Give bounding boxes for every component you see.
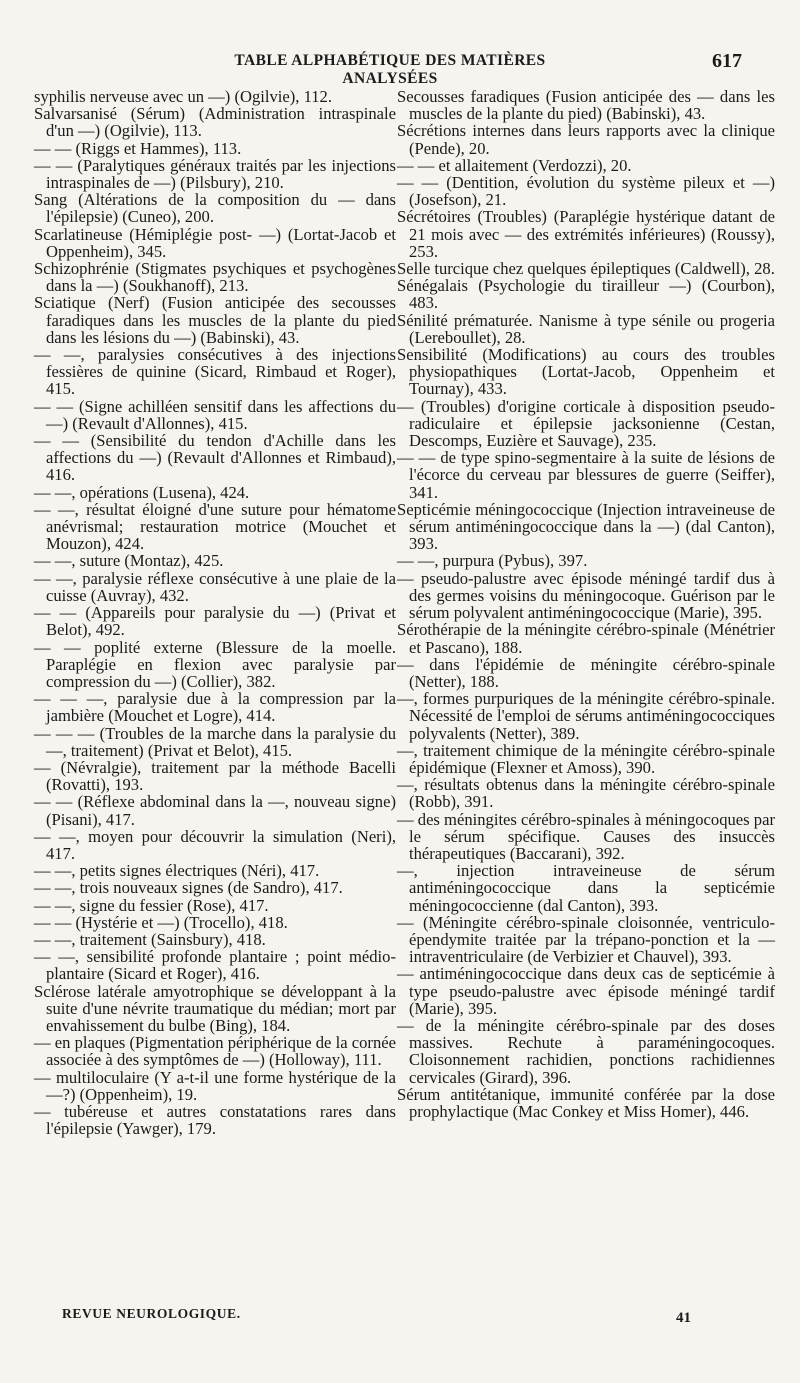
index-entry: Salvarsanisé (Sérum) (Administration intraspinale d'un —) (Ogilvie), 113. bbox=[34, 104, 396, 141]
index-column-left bbox=[34, 88, 396, 1137]
index-entry: Sensibilité (Modifications) au cours des troubles physiopathiques (Lortat-Jacob, Oppenheim et Tournay), 433. bbox=[397, 345, 775, 399]
index-entry: Sénilité prématurée. Nanisme à type sénile ou progeria (Lereboullet), 28. bbox=[397, 310, 775, 347]
index-entry: — (Névralgie), traitement par la méthode Bacelli (Rovatti), 193. bbox=[34, 757, 396, 795]
index-entry: — — poplité externe (Blessure de la moelle. Paraplégie en flexion avec paralysie par compression du —) (Collier), 382. bbox=[34, 637, 396, 691]
index-entry: — (Troubles) d'origine corticale à disposition pseudo-radiculaire et épilepsie jacksonienne (Cestan, Descomps, Euzière et Sauvage), 235. bbox=[397, 396, 775, 451]
running-title: TABLE ALPHABÉTIQUE DES MATIÈRES ANALYSÉES bbox=[234, 52, 546, 87]
index-entry: — — de type spino-segmentaire à la suite de lésions de l'écorce du cerveau par blessures de guerre (Seiffer), 341. bbox=[397, 448, 775, 502]
index-entry: — — (Dentition, évolution du système pileux et —) (Josefson), 21. bbox=[397, 173, 775, 210]
page-footer bbox=[0, 1288, 800, 1328]
index-entry: —, résultats obtenus dans la méningite cérébro-spinale (Robb), 391. bbox=[397, 775, 775, 812]
index-entry: Sécrétoires (Troubles) (Paraplégie hystérique datant de 21 mois avec — des extrémités inférieures) (Roussy), 253. bbox=[397, 207, 775, 261]
index-entry: —, traitement chimique de la méningite cérébro-spinale épidémique (Flexner et Amoss), 390. bbox=[397, 740, 775, 777]
index-entry: — —, signe du fessier (Rose), 417. bbox=[34, 895, 269, 915]
page-number: 617 bbox=[712, 50, 742, 72]
index-entry: — des méningites cérébro-spinales à méningocoques par le sérum spécifique. Causes des insuccès thérapeutiques (Baccarani), 392. bbox=[397, 809, 775, 863]
index-entry: Sérum antitétanique, immunité conférée par la dose prophylactique (Mac Conkey et Miss Homer), 446. bbox=[397, 1084, 775, 1121]
index-entry: — —, trois nouveaux signes (de Sandro), 417. bbox=[34, 878, 343, 898]
index-entry: — tubéreuse et autres constatations rares dans l'épilepsie (Yawger), 179. bbox=[34, 1101, 396, 1139]
index-entry: — —, résultat éloigné d'une suture pour hématome anévrismal; restauration motrice (Mouchet et Mouzon), 424. bbox=[34, 499, 396, 554]
index-entry: Schizophrénie (Stigmates psychiques et psychogènes dans la —) (Soukhanoff), 213. bbox=[34, 259, 396, 296]
index-entry: — — (Riggs et Hammes), 113. bbox=[34, 138, 242, 158]
index-entry: —, formes purpuriques de la méningite cérébro-spinale. Nécessité de l'emploi de sérums antiméningococciques polyvalents (Netter), 389. bbox=[397, 689, 775, 743]
index-entry: —, injection intraveineuse de sérum antiméningococcique dans la septicémie méningococcienne (dal Canton), 393. bbox=[397, 861, 775, 915]
index-entry: — — (Hystérie et —) (Trocello), 418. bbox=[34, 912, 288, 932]
index-entry: — —, paralysie réflexe consécutive à une plaie de la cuisse (Auvray), 432. bbox=[34, 568, 396, 605]
index-entry: — —, petits signes électriques (Néri), 417. bbox=[34, 861, 320, 881]
index-entry: — en plaques (Pigmentation périphérique de la cornée associée à des symptômes de —) (Holloway), 111. bbox=[34, 1033, 396, 1070]
index-entry: — —, purpura (Pybus), 397. bbox=[397, 551, 588, 571]
index-entry: — —, traitement (Sainsbury), 418. bbox=[34, 929, 266, 949]
index-entry: — —, opérations (Lusena), 424. bbox=[34, 482, 250, 502]
index-entry: — —, moyen pour découvrir la simulation (Neri), 417. bbox=[34, 826, 396, 863]
index-entry: Sang (Altérations de la composition du — dans l'épilepsie) (Cuneo), 200. bbox=[34, 190, 396, 227]
index-entry: Sécrétions internes dans leurs rapports avec la clinique (Pende), 20. bbox=[397, 121, 775, 158]
index-entry: — —, paralysies consécutives à des injections fessières de quinine (Sicard, Rimbaud et Roger), 415. bbox=[34, 345, 396, 399]
index-entry: — —, suture (Montaz), 425. bbox=[34, 551, 224, 571]
index-entry: — pseudo-palustre avec épisode méningé tardif dus à des germes voisins du méningocoque. Guérison par le sérum polyvalent antiméningococcique (Marie), 395. bbox=[397, 568, 775, 623]
index-entry: — — (Appareils pour paralysie du —) (Privat et Belot), 492. bbox=[34, 603, 396, 640]
index-entry: syphilis nerveuse avec un —) (Ogilvie), 112. bbox=[34, 87, 332, 106]
journal-name: REVUE NEUROLOGIQUE. bbox=[62, 1306, 241, 1321]
index-entry: — — (Réflexe abdominal dans la —, nouveau signe) (Pisani), 417. bbox=[34, 792, 396, 829]
index-entry: — — — (Troubles de la marche dans la paralysie du —, traitement) (Privat et Belot), 415. bbox=[34, 723, 396, 760]
index-entry: Sclérose latérale amyotrophique se développant à la suite d'une névrite traumatique du médian; mort par envahissement du bulbe (Bing), 184. bbox=[34, 981, 396, 1035]
index-entry: — dans l'épidémie de méningite cérébro-spinale (Netter), 188. bbox=[397, 654, 775, 691]
index-entry: — multiloculaire (Y a-t-il une forme hystérique de la —?) (Oppenheim), 19. bbox=[34, 1067, 396, 1104]
page-header bbox=[0, 50, 800, 87]
index-entry: — de la méningite cérébro-spinale par des doses massives. Rechute à paraméningocoques. Cloisonnement rachidien, ponctions rachidiennes cervicales (Girard), 396. bbox=[397, 1015, 775, 1087]
index-entry: Sérothérapie de la méningite cérébro-spinale (Ménétrier et Pascano), 188. bbox=[397, 620, 775, 657]
index-entry: Septicémie méningococcique (Injection intraveineuse de sérum antiméningococcique dans la —) (dal Canton), 393. bbox=[397, 499, 775, 554]
index-entry: Sciatique (Nerf) (Fusion anticipée des secousses faradiques dans les muscles de la plante du pied dans les lésions du —) (Babinski), 43. bbox=[34, 293, 396, 347]
index-entry: — —, sensibilité profonde plantaire ; point médio-plantaire (Sicard et Roger), 416. bbox=[34, 947, 396, 984]
index-entry: Scarlatineuse (Hémiplégie post- —) (Lortat-Jacob et Oppenheim), 345. bbox=[34, 224, 396, 261]
index-entry: — — —, paralysie due à la compression par la jambière (Mouchet et Logre), 414. bbox=[34, 689, 396, 726]
index-entry: Sénégalais (Psychologie du tirailleur —) (Courbon), 483. bbox=[397, 276, 775, 313]
index-entry: — — et allaitement (Verdozzi), 20. bbox=[397, 155, 632, 175]
index-entry: — — (Sensibilité du tendon d'Achille dans les affections du —) (Revault d'Allonnes et Rimbaud), 416. bbox=[34, 431, 396, 485]
index-entry: — antiméningococcique dans deux cas de septicémie à type pseudo-palustre avec épisode méningé tardif (Marie), 395. bbox=[397, 964, 775, 1018]
index-entry: — — (Paralytiques généraux traités par les injections intraspinales de —) (Pilsbury), 210. bbox=[34, 155, 396, 193]
index-column-right bbox=[397, 88, 775, 1120]
signature-mark: 41 bbox=[676, 1310, 691, 1326]
index-entry: — (Méningite cérébro-spinale cloisonnée, ventriculo-épendymite traitée par la trépano-ponction et la — intraventriculaire (de Verbizier et Chauvel), 393. bbox=[397, 912, 775, 967]
index-entry: Secousses faradiques (Fusion anticipée des — dans les muscles de la plante du pied) (Babinski), 43. bbox=[397, 87, 775, 124]
index-entry: Selle turcique chez quelques épileptiques (Caldwell), 28. bbox=[397, 259, 775, 279]
index-entry: — — (Signe achilléen sensitif dans les affections du —) (Revault d'Allonnes), 415. bbox=[34, 396, 396, 433]
